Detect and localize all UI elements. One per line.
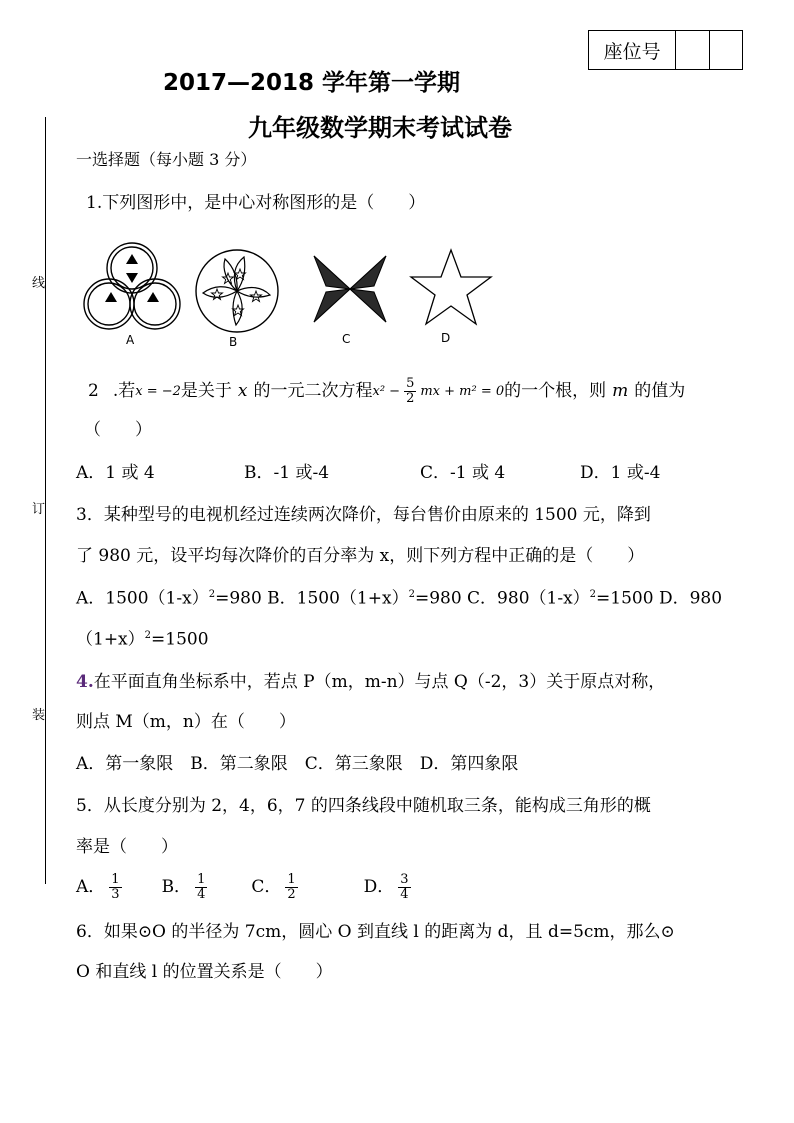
question-5-options: A． $\frac{1}{3}$ B． $\frac{1}{4}$ C． $\frac{1}{2}$ D． $\frac{3}{4}$ <box>76 872 409 902</box>
question-2-text: 的一元二次方程 <box>253 380 373 401</box>
exam-title: 九年级数学期末考试试卷 <box>248 114 512 142</box>
question-2-text: 是关于 <box>180 380 232 401</box>
question-5-option-a-fraction: $\frac{1}{3}$ <box>111 872 120 902</box>
section-heading: 一选择题（每小题 3 分） <box>76 150 257 169</box>
seat-number-cell[interactable] <box>710 31 742 69</box>
figure-b-label: B <box>229 335 238 349</box>
question-2-text: 的一个根，则 <box>504 380 607 401</box>
seat-number-box <box>588 30 743 70</box>
question-4-options: A．第一象限 B．第二象限 C．第三象限 D．第四象限 <box>76 754 519 774</box>
question-6-line-2: O 和直线 l 的位置关系是（ ） <box>76 962 333 982</box>
question-5-line-1: 5．从长度分别为 2，4，6，7 的四条线段中随机取三条，能构成三角形的概 <box>76 796 651 816</box>
question-2-option-b: B．-1 或-4 <box>244 463 330 483</box>
seat-number-label: 座位号 <box>589 31 676 69</box>
question-3-options: A．$1500(1-x)^2=980$ B．$1500(1+x)^2=980$ C．$980(1-x)^2=1500$ D．980 <box>76 588 723 609</box>
question-5-option-b-fraction: $\frac{1}{4}$ <box>197 872 206 902</box>
question-2-text: .若 <box>112 380 136 401</box>
exam-term-title: 2017—2018 学年第一学期 <box>163 70 461 96</box>
question-2-option-a: A．1 或 4 <box>76 463 155 483</box>
question-2-condition: x = −2 <box>135 383 181 399</box>
question-2-var-m: m <box>612 380 629 401</box>
question-2-text: 的值为 <box>634 380 686 401</box>
question-3-line-2: 了 980 元，设平均每次降价的百分率为 x，则下列方程中正确的是（ ） <box>76 546 645 566</box>
binding-margin-line <box>45 117 46 884</box>
question-3-line-1: 3．某种型号的电视机经过连续两次降价，每台售价由原来的 1500 元，降到 <box>76 505 651 525</box>
seat-number-cell[interactable] <box>676 31 709 69</box>
question-4-number: 4. <box>76 672 94 692</box>
question-2-fraction: $\frac{5}{2}$ <box>406 376 415 406</box>
question-5-option-d-fraction: $\frac{3}{4}$ <box>400 872 409 902</box>
figure-c-pinwheel <box>310 252 390 326</box>
question-2-equation-right: mx + m² = 0 <box>420 383 505 399</box>
figure-a-label: A <box>126 333 135 347</box>
question-5-option-c-fraction: $\frac{1}{2}$ <box>287 872 296 902</box>
question-2-stem <box>88 377 685 405</box>
question-5-line-2: 率是（ ） <box>76 837 178 857</box>
question-2-var-x: x <box>237 380 248 401</box>
question-3-option-d-cont: $(1+x)^2=1500$ <box>76 629 209 650</box>
question-6-line-1: 6．如果⊙O 的半径为 7cm，圆心 O 到直线 l 的距离为 d，且 d=5cm，那么⊙ <box>76 922 675 942</box>
figure-d-star <box>408 248 494 326</box>
question-4-line-1: 4.在平面直角坐标系中，若点 P（m，m-n）与点 Q（-2，3）关于原点对称， <box>76 672 666 692</box>
question-2-option-d: D．1 或-4 <box>580 463 661 483</box>
question-2-number: 2 <box>88 380 99 401</box>
question-1-text: 1.下列图形中，是中心对称图形的是（ ） <box>86 193 426 213</box>
question-2-answer-paren: （ ） <box>84 420 152 440</box>
margin-char-xian: 线 <box>32 276 46 291</box>
question-4-line-2: 则点 M（m，n）在（ ） <box>76 712 296 732</box>
figure-b-bauhinia <box>192 247 282 335</box>
figure-d-label: D <box>441 331 451 345</box>
figure-a-triquetra <box>78 240 186 332</box>
margin-char-ding: 订 <box>32 502 46 517</box>
question-2-option-c: C．-1 或 4 <box>420 463 506 483</box>
margin-char-zhuang: 装 <box>32 708 46 723</box>
question-2-equation-left: x² − <box>372 383 401 399</box>
figure-c-label: C <box>342 332 351 346</box>
